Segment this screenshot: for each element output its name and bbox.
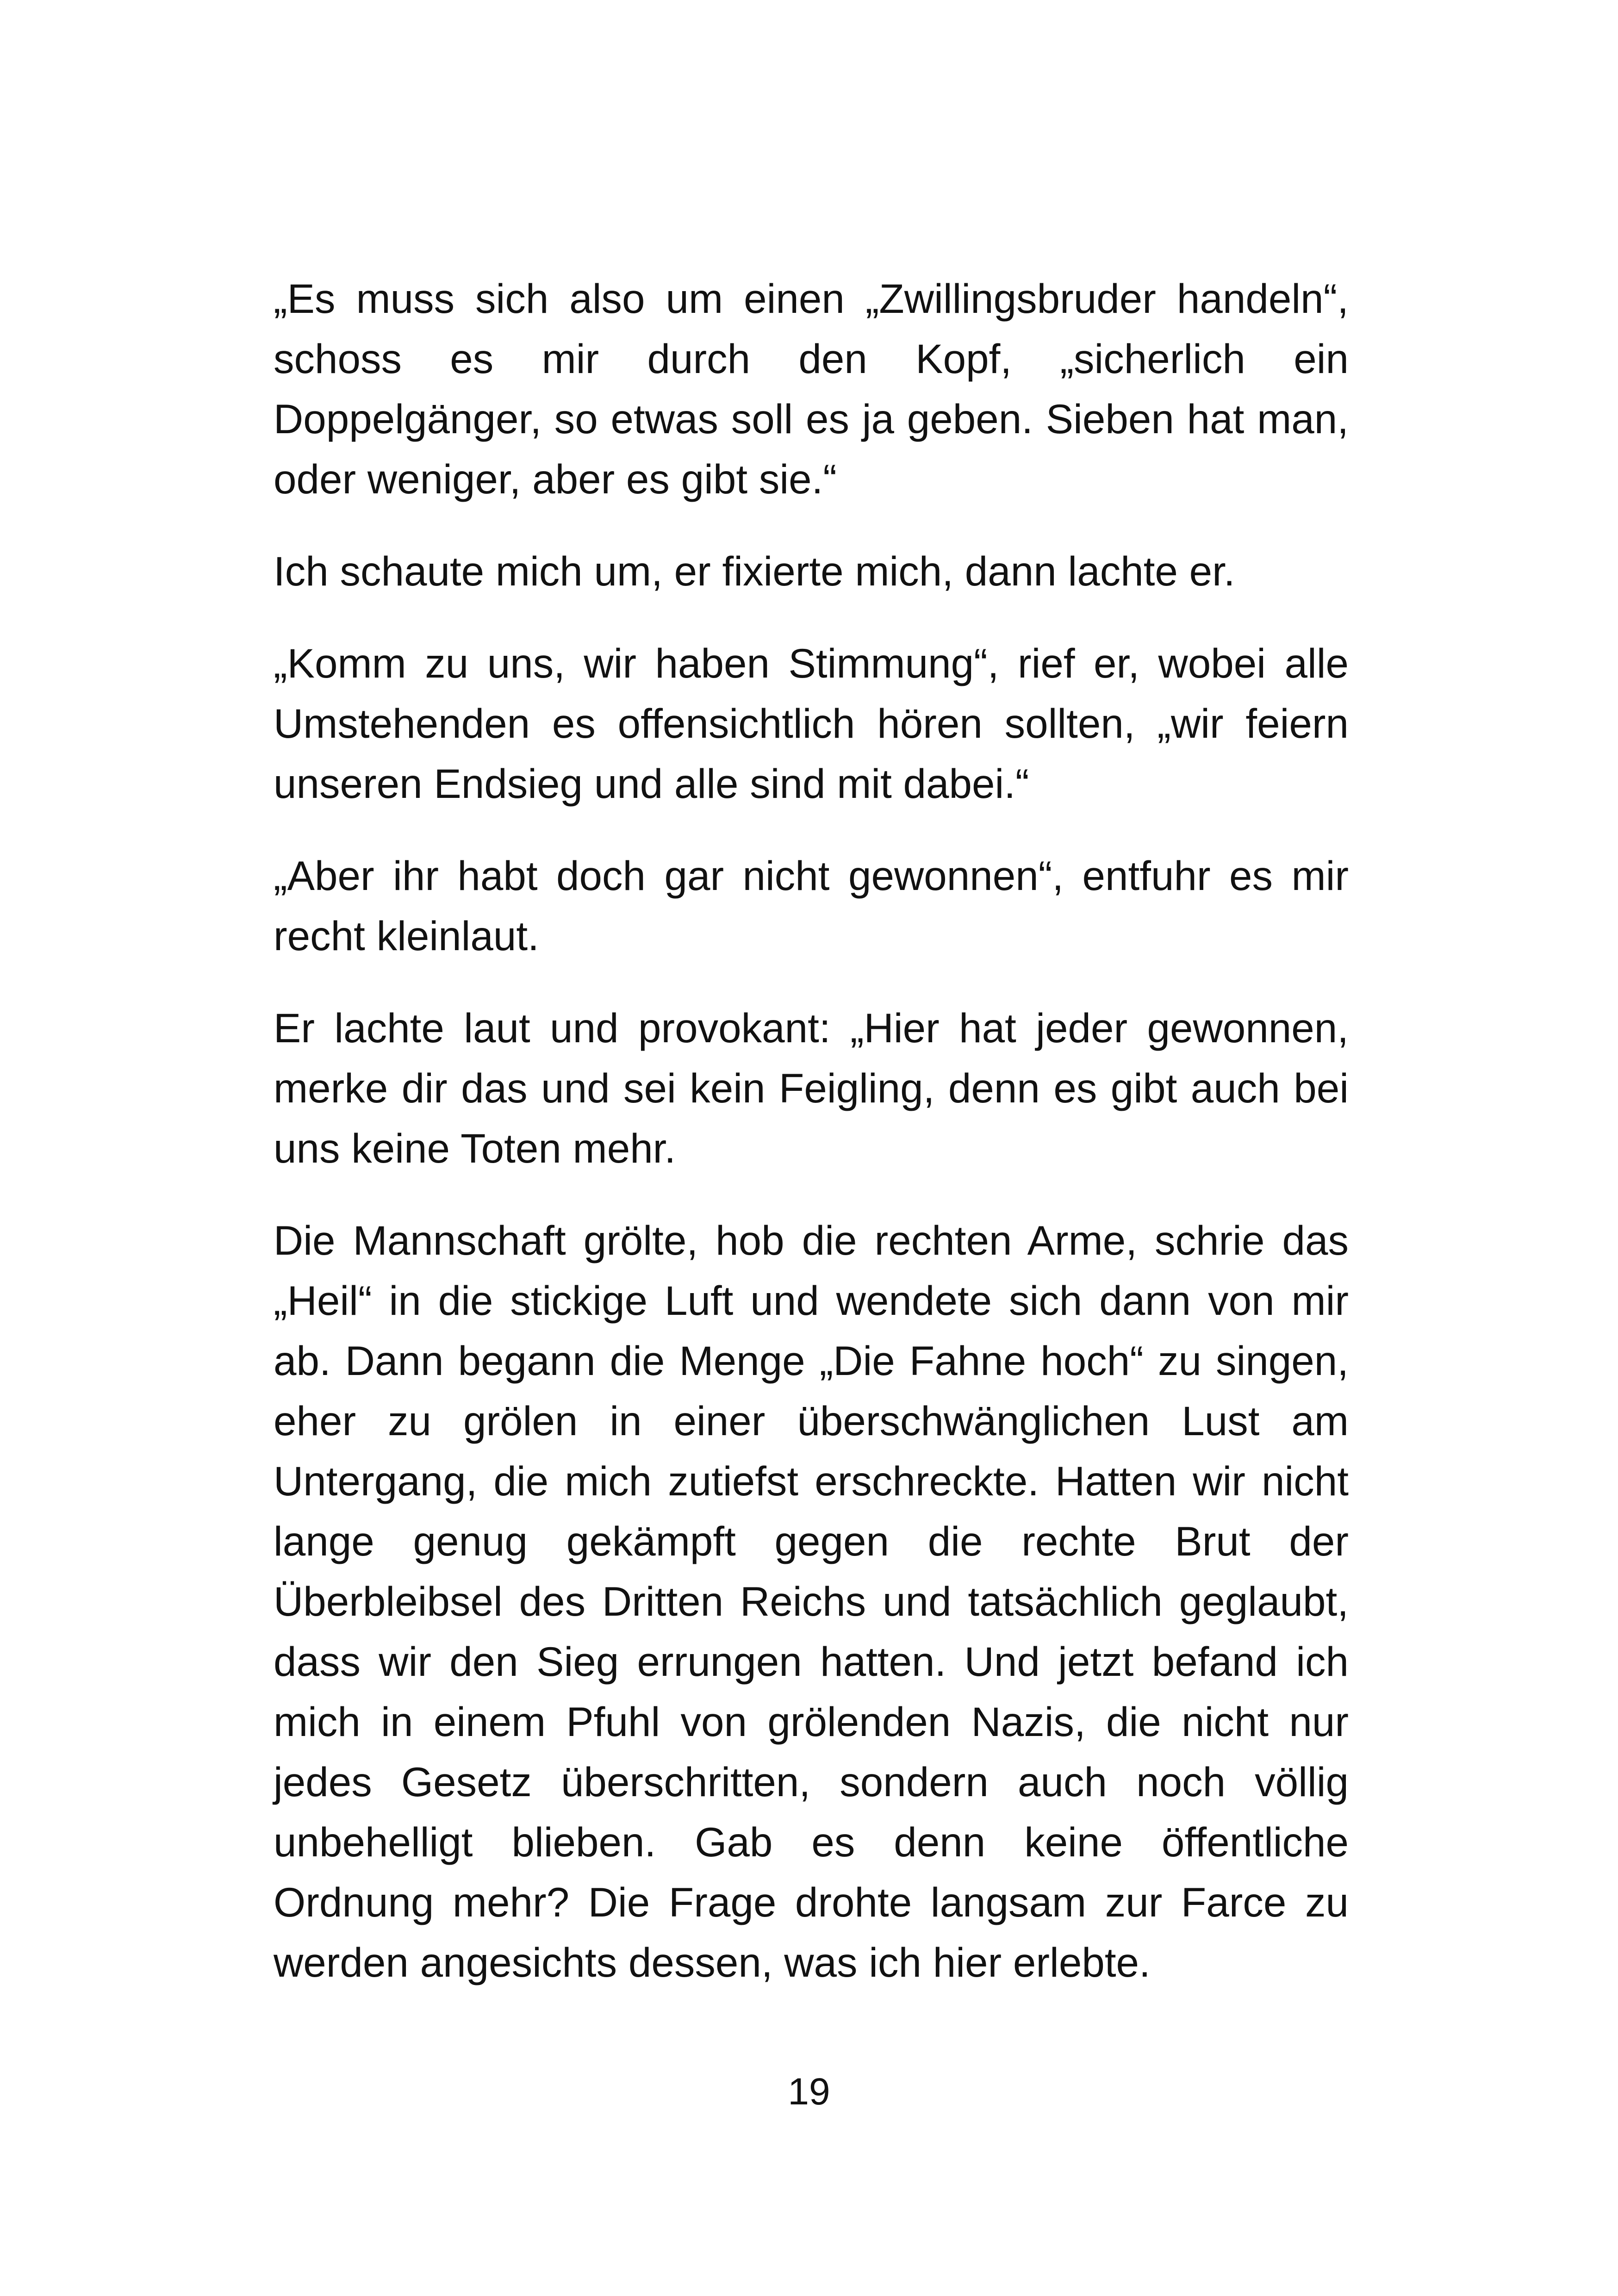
paragraph: „Komm zu uns, wir haben Stimmung“, rief er, wobei alle Umstehenden es offensichtlich hören sollten, „wir feiern unseren Endsieg und alle sind mit dabei.“ bbox=[274, 640, 1349, 807]
paragraph: Er lachte laut und provokant: „Hier hat jeder gewonnen, merke dir das und sei kein Feigling, denn es gibt auch bei uns keine Toten mehr. bbox=[274, 1005, 1349, 1171]
paragraph: Die Mannschaft grölte, hob die rechten Arme, schrie das „Heil“ in die stickige Luft und wendete sich dann von mir ab. Dann begann die Menge „Die Fahne hoch“ zu singen, eher zu grölen in einer überschwänglichen Lust am Untergang, die mich zutiefst erschreckte. Hatten wir nicht lange genug gekämpft gegen die rechte Brut der Überbleibsel des Dritten Reichs und tatsächlich geglaubt, dass wir den Sieg errungen hatten. Und jetzt befand ich mich in einem Pfuhl von grölenden Nazis, die nicht nur jedes Gesetz überschritten, sondern auch noch völlig unbehelligt blieben. Gab es denn keine öffentliche Ordnung mehr? Die Frage drohte langsam zur Farce zu werden angesichts dessen, was ich hier erlebte. bbox=[274, 1217, 1349, 1985]
page-number: 19 bbox=[788, 2071, 830, 2113]
paragraph: „Es muss sich also um einen „Zwillingsbruder handeln“, schoss es mir durch den Kopf, „sicherlich ein Doppelgänger, so etwas soll es ja geben. Sieben hat man, oder weniger, aber es gibt sie.“ bbox=[274, 275, 1349, 502]
body-text bbox=[274, 268, 1349, 1992]
paragraph: Ich schaute mich um, er fixierte mich, dann lachte er. bbox=[274, 548, 1235, 594]
paragraph: „Aber ihr habt doch gar nicht gewonnen“, entfuhr es mir recht kleinlaut. bbox=[274, 852, 1349, 959]
